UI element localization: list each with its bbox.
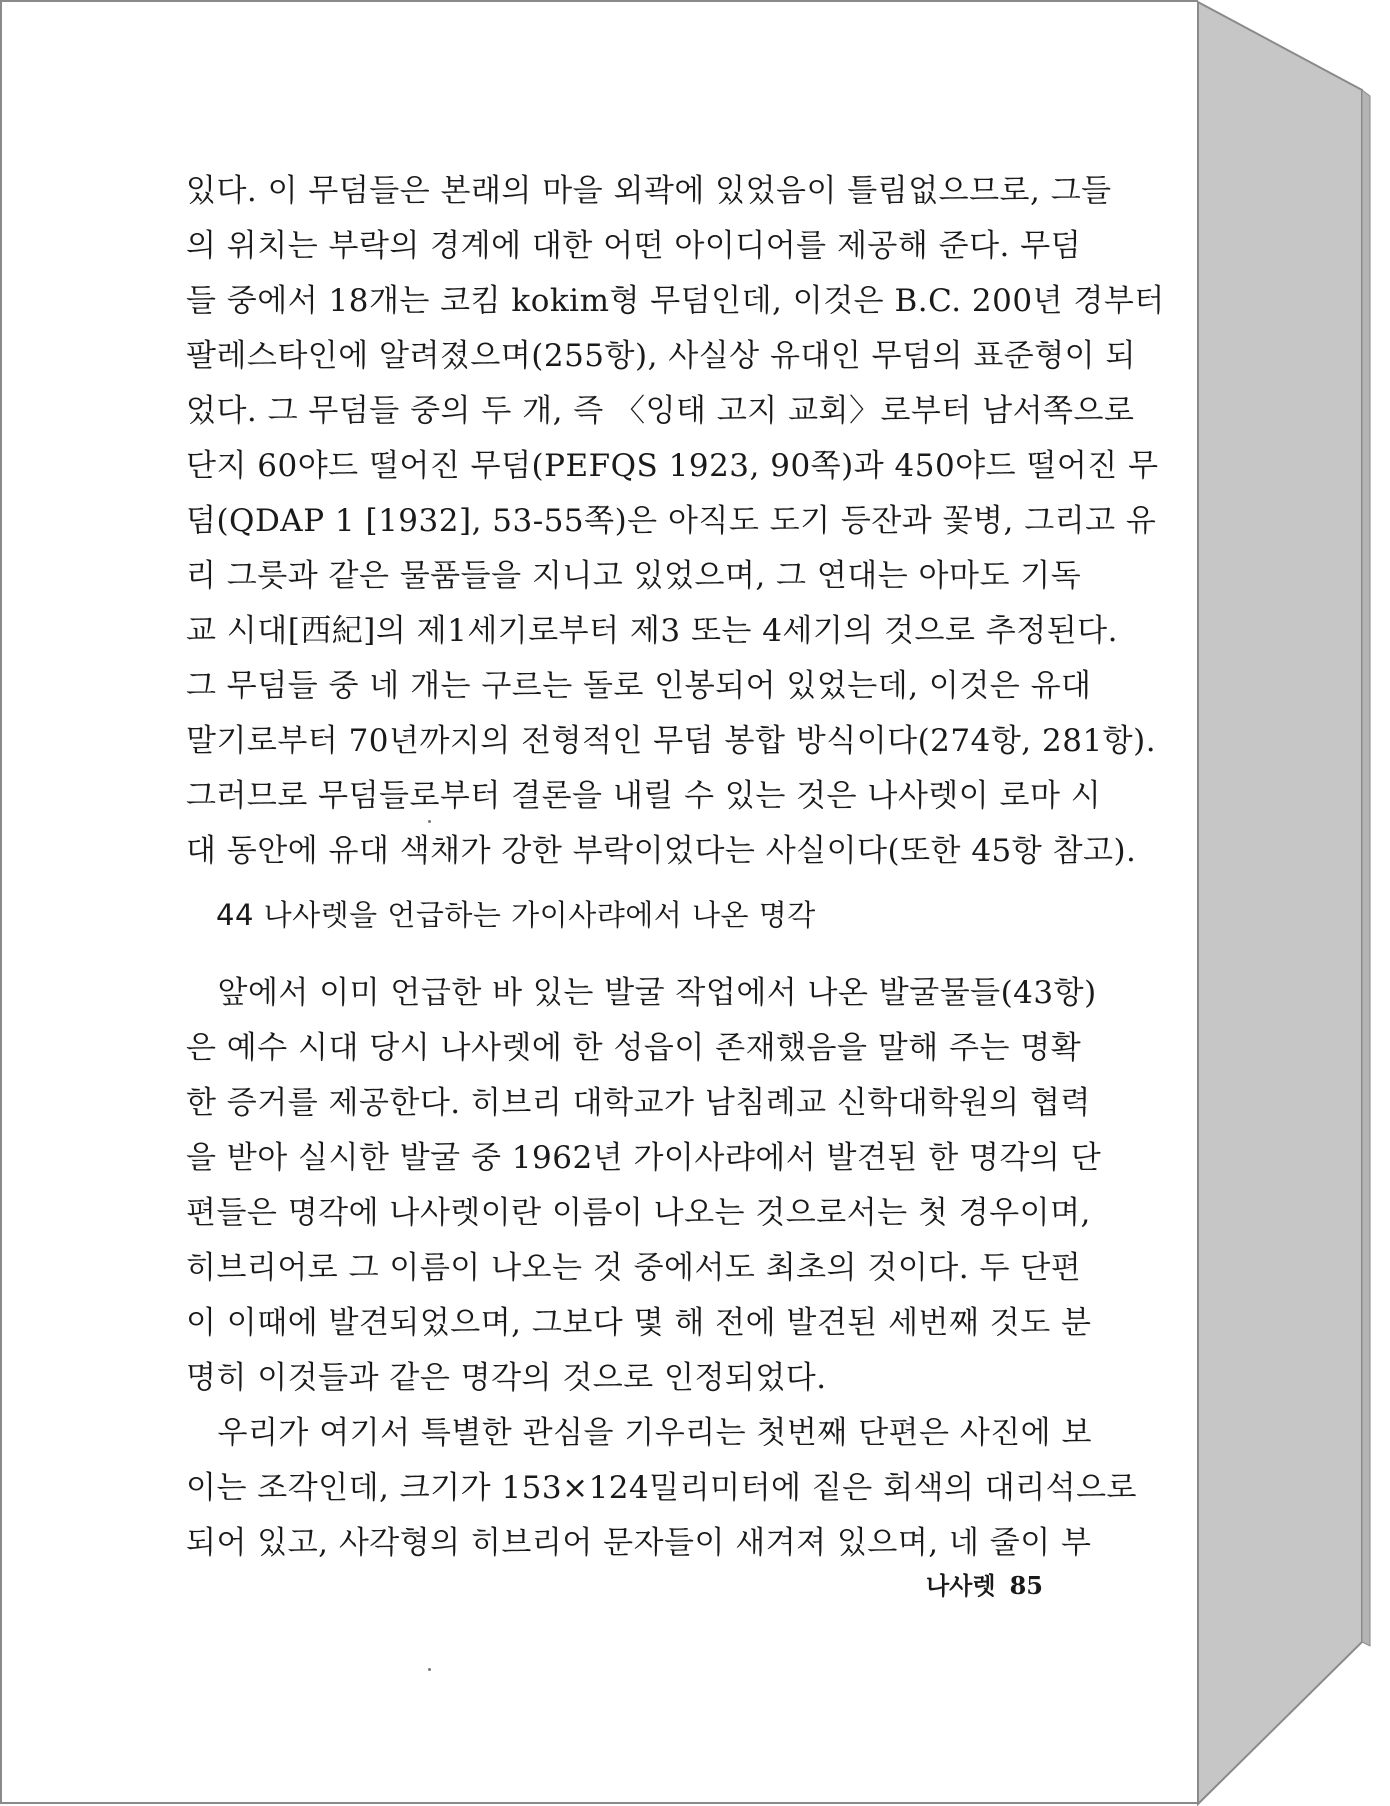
- text-line: 덤(QDAP 1 [1932], 53-55쪽)은 아직도 도기 등잔과 꽃병, 그리고 유: [186, 503, 1157, 539]
- text-line: 한 증거를 제공한다. 히브리 대학교가 남침례교 신학대학원의 협력: [186, 1085, 1091, 1121]
- text-line: 있다. 이 무덤들은 본래의 마을 외곽에 있었음이 틀림없으므로, 그들: [186, 173, 1112, 209]
- body-text-bottom: [186, 966, 1137, 1571]
- text-line: 팔레스타인에 알려졌으며(255항), 사실상 유대인 무덤의 표준형이 되: [186, 338, 1136, 374]
- running-title: 나사렛: [926, 1572, 996, 1600]
- body-text-top: [186, 164, 1165, 879]
- text-line: 이는 조각인데, 크기가 153×124밀리미터에 짙은 회색의 대리석으로: [186, 1470, 1137, 1506]
- text-line: 을 받아 실시한 발굴 중 1962년 가이사랴에서 발견된 한 명각의 단: [186, 1140, 1102, 1176]
- text-line: 었다. 그 무덤들 중의 두 개, 즉 〈잉태 고지 교회〉로부터 남서쪽으로: [186, 393, 1135, 429]
- text-line: 그 무덤들 중 네 개는 구르는 돌로 인봉되어 있었는데, 이것은 유대: [186, 668, 1092, 704]
- text-line: 우리가 여기서 특별한 관심을 기우리는 첫번째 단편은 사진에 보: [186, 1415, 1092, 1451]
- text-line: 들 중에서 18개는 코킴 kokim형 무덤인데, 이것은 B.C. 200년 경부터: [186, 283, 1165, 319]
- text-line: 은 예수 시대 당시 나사렛에 한 성읍이 존재했음을 말해 주는 명확: [186, 1030, 1082, 1066]
- text-line: 명히 이것들과 같은 명각의 것으로 인정되었다.: [186, 1360, 827, 1396]
- text-line: 교 시대[西紀]의 제1세기로부터 제3 또는 4세기의 것으로 추정된다.: [186, 613, 1118, 649]
- text-line: 이 이때에 발견되었으며, 그보다 몇 해 전에 발견된 세번째 것도 분: [186, 1305, 1092, 1341]
- text-line: 단지 60야드 떨어진 무덤(PEFQS 1923, 90쪽)과 450야드 떨어진 무: [186, 448, 1159, 484]
- scan-speck: [428, 1668, 431, 1671]
- scan-speck: [428, 820, 431, 823]
- text-line: 리 그릇과 같은 물품들을 지니고 있었으며, 그 연대는 아마도 기독: [186, 558, 1082, 594]
- text-line: 말기로부터 70년까지의 전형적인 무덤 봉합 방식이다(274항, 281항).: [186, 723, 1157, 759]
- section-heading: 44 나사렛을 언급하는 가이사랴에서 나온 명각: [216, 898, 816, 932]
- page-footer: [926, 1566, 1043, 1601]
- text-line: 편들은 명각에 나사렛이란 이름이 나오는 것으로서는 첫 경우이며,: [186, 1195, 1091, 1231]
- text-line: 대 동안에 유대 색채가 강한 부락이었다는 사실이다(또한 45항 참고).: [186, 833, 1137, 869]
- text-line: 그러므로 무덤들로부터 결론을 내릴 수 있는 것은 나사렛이 로마 시: [186, 778, 1102, 814]
- page-number: 85: [1009, 1571, 1043, 1600]
- text-line: 히브리어로 그 이름이 나오는 것 중에서도 최초의 것이다. 두 단편: [186, 1250, 1082, 1286]
- text-line: 의 위치는 부락의 경계에 대한 어떤 아이디어를 제공해 준다. 무덤: [186, 228, 1082, 264]
- text-line: 되어 있고, 사각형의 히브리어 문자들이 새겨져 있으며, 네 줄이 부: [186, 1525, 1092, 1561]
- text-line: 앞에서 이미 언급한 바 있는 발굴 작업에서 나온 발굴물들(43항): [186, 975, 1097, 1011]
